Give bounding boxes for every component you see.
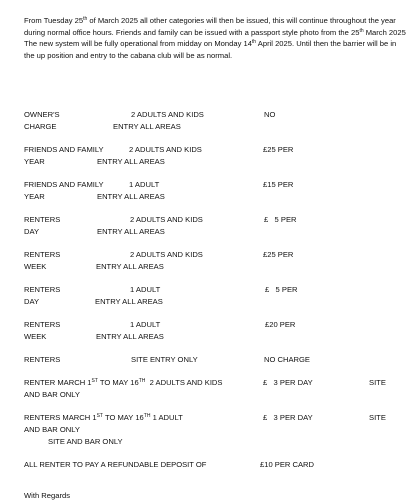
row-price: £ 3 PER DAY [263,413,313,422]
row-description: 1 ADULT [130,320,161,329]
row-price: £ 3 PER DAY [263,378,313,387]
deposit-price: £10 PER CARD [260,460,315,469]
row-label: FRIENDS AND FAMILY [24,180,104,189]
row-label-2: AND BAR ONLY [24,425,80,434]
row-price: £ 5 PER [264,215,297,224]
row-description: 2 ADULTS AND KIDS [130,250,203,259]
row-label: RENTERS MARCH 1ST TO MAY 16TH 1 ADULT [24,413,183,422]
row-site: SITE [369,413,386,422]
row-label-3: SITE AND BAR ONLY [48,437,123,446]
row-price: £25 PER [263,145,294,154]
row-description: 1 ADULT [129,180,160,189]
row-price: £25 PER [263,250,294,259]
row-entry: ENTRY ALL AREAS [97,192,165,201]
row-label-2: DAY [24,297,40,306]
row-entry: ENTRY ALL AREAS [95,297,163,306]
row-entry: ENTRY ALL AREAS [97,227,165,236]
row-entry: ENTRY ALL AREAS [96,262,164,271]
row-label: OWNER'S [24,110,60,119]
row-description: 1 ADULT [130,285,161,294]
row-label: RENTERS [24,320,61,329]
row-description: SITE ENTRY ONLY [131,355,198,364]
row-label-2: YEAR [24,157,45,166]
intro-paragraph-1: From Tuesday 25th of March 2025 all other categories will then be issued, this will continue throughout the year during normal office hours. Friends and family can be issued with a passport style photo from the 25th March 2025 [24,16,406,37]
row-description: 2 ADULTS AND KIDS [129,145,202,154]
row-label-2: WEEK [24,332,47,341]
row-price: £15 PER [263,180,294,189]
row-label: RENTERS [24,285,61,294]
row-description: 2 ADULTS AND KIDS [130,215,203,224]
row-site: SITE [369,378,386,387]
row-label: RENTERS [24,355,61,364]
intro-text [24,15,408,61]
row-label: RENTERS [24,215,61,224]
row-label: RENTER MARCH 1ST TO MAY 16TH 2 ADULTS AND KIDS [24,378,223,387]
row-label: RENTERS [24,250,61,259]
row-price: NO [264,110,276,119]
row-label-2: AND BAR ONLY [24,390,80,399]
intro-paragraph-2: The new system will be fully operational from midday on Monday 14th April 2025. Until then the barrier will be in the up position and entry to the cabana club will be as normal. [24,39,397,60]
row-entry: ENTRY ALL AREAS [96,332,164,341]
row-label-2: DAY [24,227,40,236]
row-entry: ENTRY ALL AREAS [113,122,181,131]
row-description: 2 ADULTS AND KIDS [131,110,204,119]
row-label-2: CHARGE [24,122,57,131]
closing-text: With Regards [24,491,71,500]
row-label-2: YEAR [24,192,45,201]
deposit-label: ALL RENTER TO PAY A REFUNDABLE DEPOSIT OF [24,460,207,469]
row-price: £20 PER [265,320,296,329]
row-label: FRIENDS AND FAMILY [24,145,104,154]
row-label-2: WEEK [24,262,47,271]
row-price: NO CHARGE [264,355,310,364]
row-entry: ENTRY ALL AREAS [97,157,165,166]
row-price: £ 5 PER [265,285,298,294]
